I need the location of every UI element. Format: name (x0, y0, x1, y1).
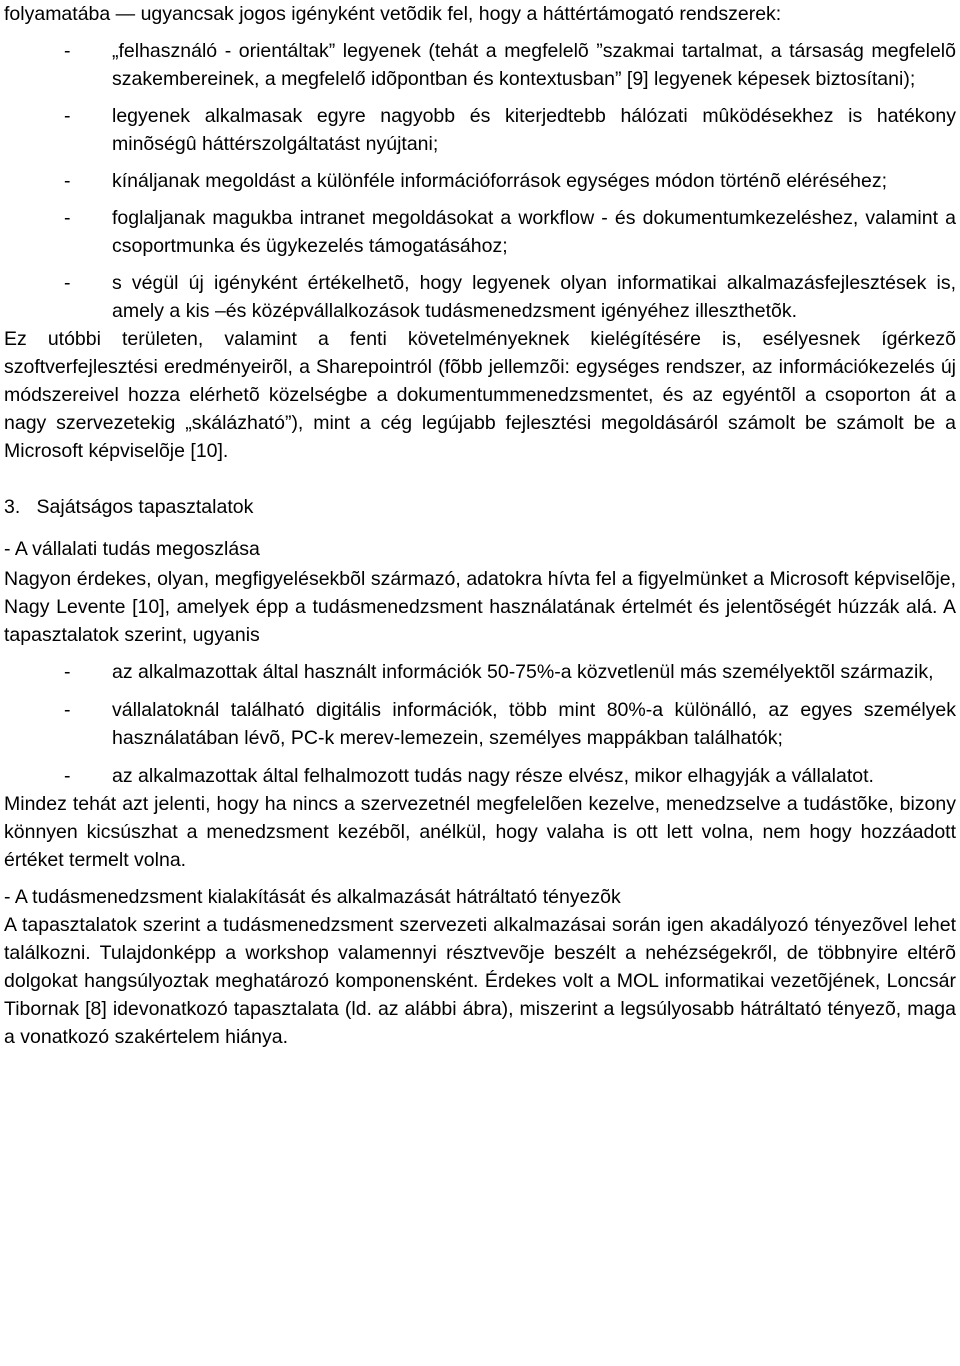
list-dash: - (64, 105, 71, 127)
sharepoint-paragraph: Ez utóbbi területen, valamint a fenti követelményeknek kielégítésére is, esélyesnek ígérkezõ szoftverfejlesztési eredményeirõl, a Sharepointról (fõbb jellemzõi: egységes rendszer, az információkezelés új módszereivel hozza elérhetõ közelségbe a dokumentummenedzsmentet, és az egyéntõl a csoporton át a nagy szervezetekig „skálázható”), mint a cég legújabb fejlesztési megoldásáról számolt be számolt be a Microsoft képviselõje [10]. (4, 328, 956, 462)
findings-list (4, 658, 956, 790)
list-item (4, 762, 956, 790)
section-title: Sajátságos tapasztalatok (36, 496, 254, 518)
list-dash: - (64, 765, 71, 787)
list-dash: - (64, 661, 71, 683)
list-item (4, 696, 956, 752)
list-item (4, 37, 956, 93)
list-item (4, 269, 956, 325)
list-item (4, 102, 956, 158)
list-dash: - (64, 207, 71, 229)
list-item-text: foglaljanak magukba intranet megoldásokat a workflow - és dokumentumkezeléshez, valamint a csoportmunka és ügykezelés támogatásához; (112, 207, 956, 257)
list-item (4, 658, 956, 686)
list-dash: - (64, 170, 71, 192)
list-item-text: kínáljanak megoldást a különféle információforrások egységes módon történõ eléréséhez; (112, 170, 888, 192)
list-item-text: az alkalmazottak által használt információk 50-75%-a közvetlenül más személyektõl származik, (112, 661, 934, 683)
list-item (4, 167, 956, 195)
list-item (4, 204, 956, 260)
subheading-obstacles: - A tudásmenedzsment kialakítását és alkalmazását hátráltató tényezõk (4, 886, 621, 908)
microsoft-paragraph: Nagyon érdekes, olyan, megfigyelésekbõl származó, adatokra hívta fel a figyelmünket a Microsoft képviselõje, Nagy Levente [10], amelyek épp a tudásmenedzsment használatának értelmét és jelentõségét húzzák alá. A tapasztalatok szerint, ugyanis (4, 568, 956, 646)
section-number: 3. (4, 496, 21, 518)
list-item-text: vállalatoknál található digitális információk, több mint 80%-a különálló, az egyes személyek használatában lévõ, PC-k merev-lemezein, személyes mappákban találhatók; (112, 699, 956, 749)
list-dash: - (64, 272, 71, 294)
list-item-text: legyenek alkalmasak egyre nagyobb és kiterjedtebb hálózati mûködésekhez is hatékony minõségû háttérszolgáltatást nyújtani; (112, 105, 956, 155)
section-heading (4, 493, 956, 521)
list-item-text: s végül új igényként értékelhetõ, hogy legyenek olyan informatikai alkalmazásfejlesztések is, amely a kis –és középvállalkozások tudásmenedzsment igényéhez illeszthetõk. (112, 272, 956, 322)
intro-paragraph: folyamatába — ugyancsak jogos igényként vetõdik fel, hogy a háttértámogató rendszerek: (4, 3, 782, 25)
subheading-knowledge-distribution: - A vállalati tudás megoszlása (4, 538, 260, 560)
conclusion-paragraph: Mindez tehát azt jelenti, hogy ha nincs a szervezetnél megfelelõen kezelve, menedzselve a tudástõke, bizony könnyen kicsúszhat a menedzsment kezébõl, anélkül, hogy valaha is ott lett volna, nem hogy hozzáadott értéket termelt volna. (4, 793, 956, 871)
list-item-text: „felhasználó - orientáltak” legyenek (tehát a megfelelõ ”szakmai tartalmat, a társaság megfelelõ szakembereinek, a megfelelő idõpontban és kontextusban” [9] legyenek képesek biztosítani); (112, 40, 956, 90)
list-item-text: az alkalmazottak által felhalmozott tudás nagy része elvész, mikor elhagyják a vállalatot. (112, 765, 874, 787)
obstacles-paragraph: A tapasztalatok szerint a tudásmenedzsment szervezeti alkalmazásai során igen akadályozó tényezõvel lehet találkozni. Tulajdonképp a workshop valamennyi résztvevõje beszélt a nehézségekről, de többnyire eltérõ dolgokat hangsúlyoztak meghatározó komponensként. Érdekes volt a MOL informatikai vezetõjének, Loncsár Tibornak [8] idevonatkozó tapasztalata (ld. az alábbi ábra), miszerint a legsúlyosabb hátráltató tényezõ, maga a vonatkozó szakértelem hiánya. (4, 914, 956, 1048)
list-dash: - (64, 699, 71, 721)
list-dash: - (64, 40, 71, 62)
requirements-list (4, 37, 956, 325)
